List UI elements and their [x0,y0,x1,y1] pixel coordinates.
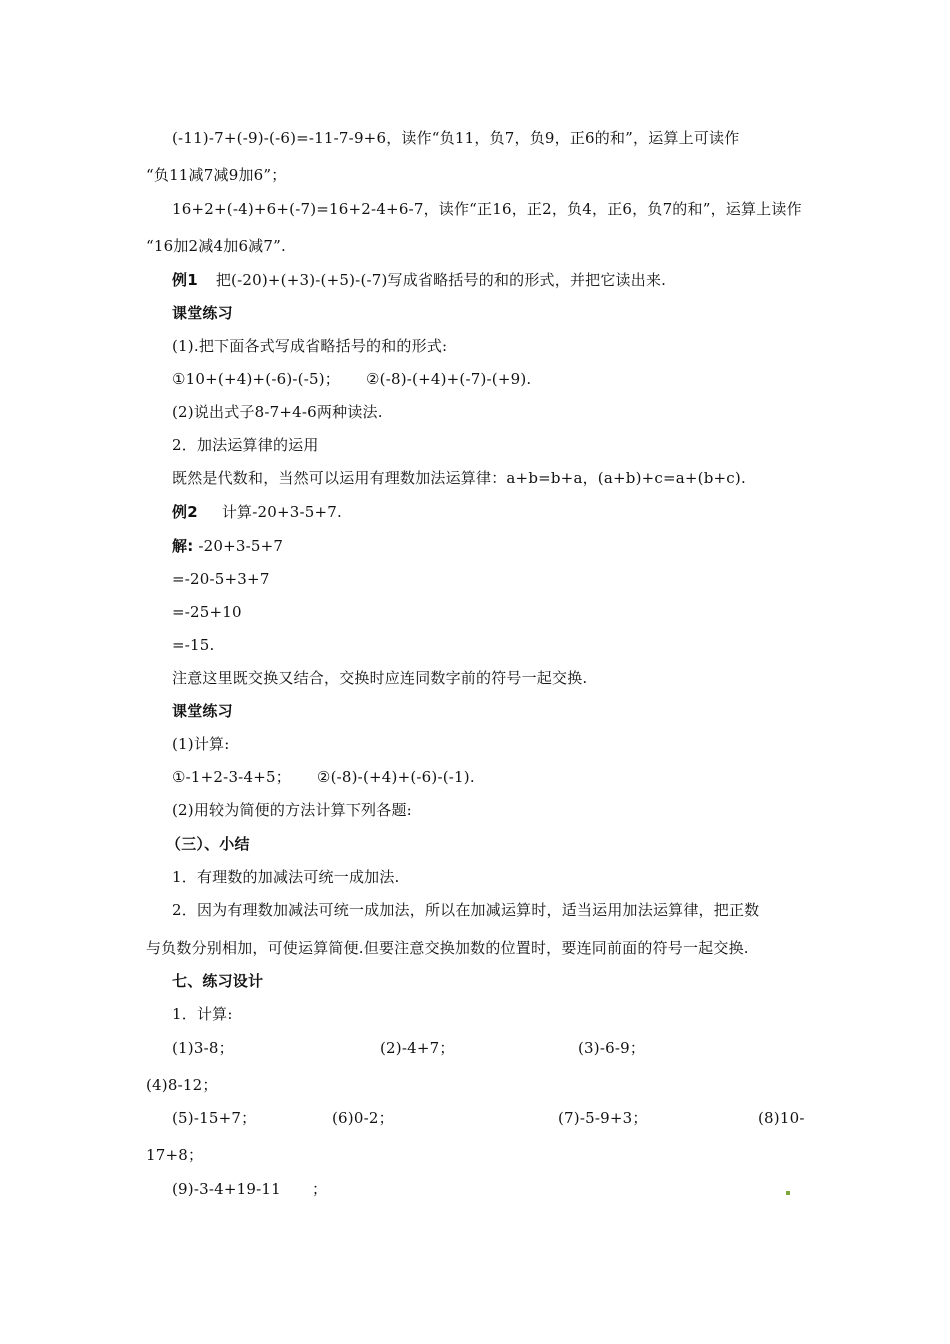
solution-step: =-20-5+3+7 [172,570,270,588]
question-part: ①-1+2-3-4+5； [172,768,291,786]
note-line: 注意这里既交换又结合，交换时应连同数字前的符号一起交换. [172,669,588,687]
paragraph-line: (-11)-7+(-9)-(-6)=-11-7-9+6，读作“负11，负7，负9，正6的和”，运算上可读作 [172,129,740,147]
exercise-item: (5)-15+7； [172,1109,257,1127]
question-line [172,767,475,787]
question-line: (2)用较为简便的方法计算下列各题: [172,801,412,819]
example-2 [172,502,342,522]
exercise-title: 1．计算: [172,1005,233,1023]
question-line: (1).把下面各式写成省略括号的和的形式: [172,337,448,355]
section-heading: （三）、小结 [166,835,250,853]
question-part: ②(-8)-(+4)+(-7)-(+9). [366,370,532,388]
exercise-item: (6)0-2； [332,1109,394,1127]
exercise-item: ； [312,1180,328,1198]
solution-step: =-15. [172,636,215,654]
exercise-item: (4)8-12； [146,1076,218,1094]
paragraph-line: “负11减7减9加6”； [146,166,287,184]
question-line: (1)计算: [172,735,230,753]
solution-label: 解: [172,537,194,555]
section-title: 2．加法运算律的运用 [172,436,319,454]
exercise-item: (3)-6-9； [578,1039,646,1057]
question-line: (2)说出式子8-7+4-6两种读法. [172,403,383,421]
exercise-item: (8)10- [758,1109,805,1127]
question-line [172,369,531,389]
paragraph-line: 既然是代数和，当然可以运用有理数加法运算律：a+b=b+a，(a+b)+c=a+(b+c). [172,469,746,487]
decorative-dot-icon [786,1191,790,1195]
exercise-item: 17+8； [146,1146,204,1164]
exercise-item: (1)3-8； [172,1039,234,1057]
example-text: 把(-20)+(+3)-(+5)-(-7)写成省略括号的和的形式，并把它读出来. [215,271,667,289]
section-heading: 课堂练习 [172,702,233,720]
solution-step: -20+3-5+7 [198,537,284,555]
solution-step: =-25+10 [172,603,242,621]
question-part: ②(-8)-(+4)+(-6)-(-1). [316,768,475,786]
question-part: ①10+(+4)+(-6)-(-5)； [172,370,340,388]
section-heading: 七、练习设计 [172,972,264,990]
exercise-item: (7)-5-9+3； [558,1109,648,1127]
example-label: 例2 [172,503,198,521]
section-heading: 课堂练习 [172,304,233,322]
paragraph-line: 2．因为有理数加减法可统一成加法，所以在加减运算时，适当运用加法运算律，把正数 [172,901,760,919]
paragraph-line: “16加2减4加6减7”. [146,237,286,255]
example-1 [172,270,666,290]
paragraph-line: 1．有理数的加减法可统一成加法. [172,868,400,886]
paragraph-line: 与负数分别相加，可使运算简便.但要注意交换加数的位置时，要连同前面的符号一起交换. [146,939,749,957]
solution-line [172,536,283,556]
example-label: 例1 [172,271,198,289]
example-text: 计算-20+3-5+7. [221,503,343,521]
exercise-item: (2)-4+7； [380,1039,455,1057]
exercise-item: (9)-3-4+19-11 [172,1180,281,1198]
paragraph-line: 16+2+(-4)+6+(-7)=16+2-4+6-7，读作“正16，正2，负4，正6，负7的和”，运算上读作 [172,200,802,218]
